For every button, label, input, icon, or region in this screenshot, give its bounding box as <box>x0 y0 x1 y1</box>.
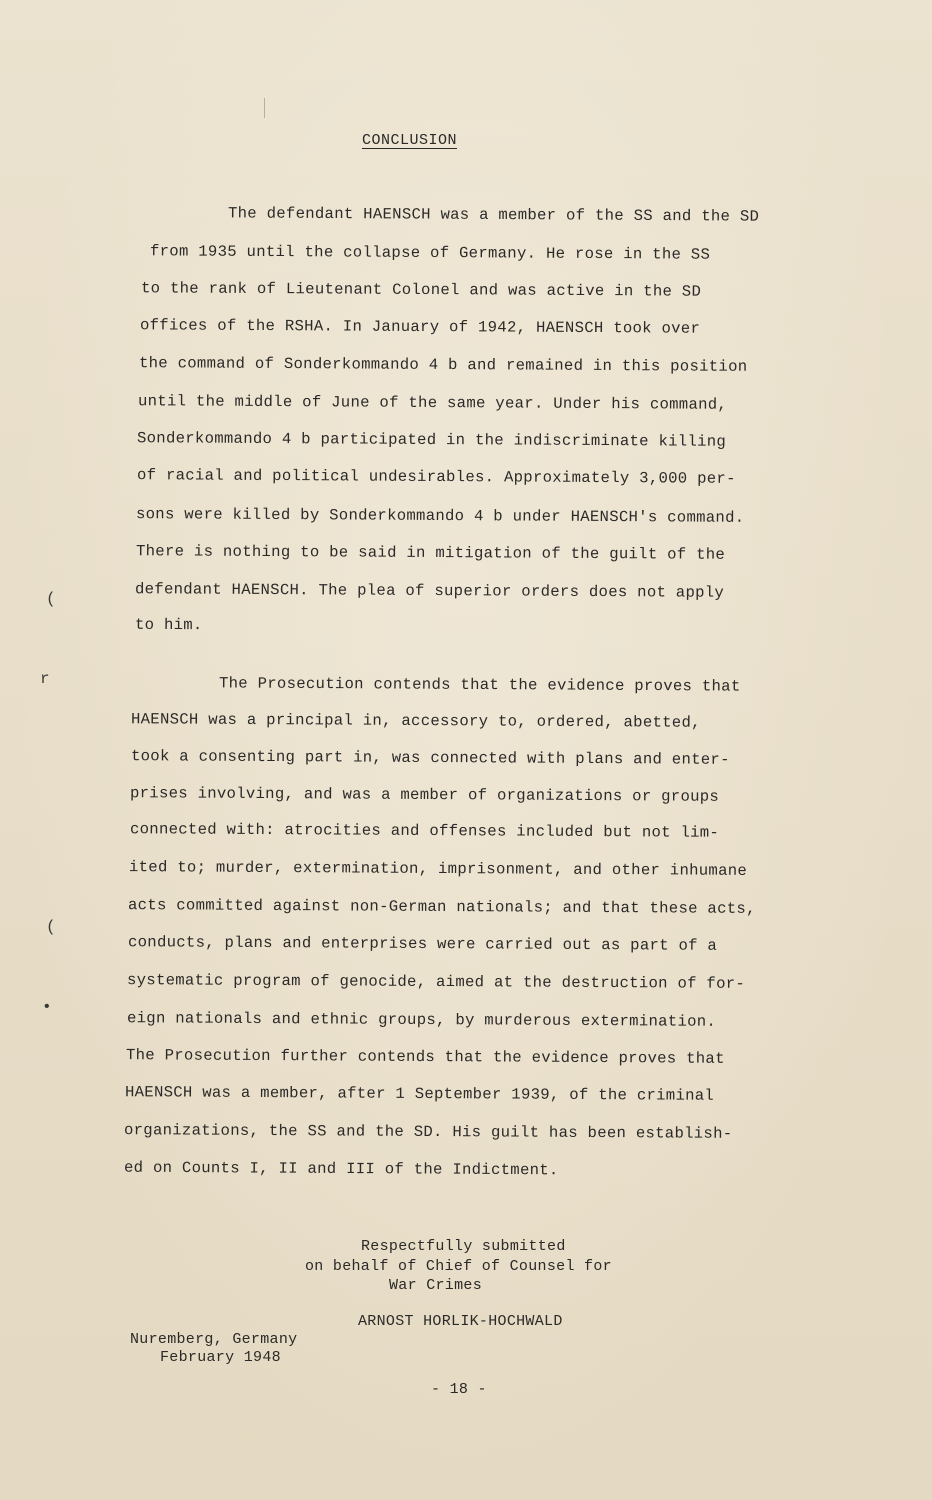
paragraph-1-line: until the middle of June of the same year. Under his command, <box>137 392 728 414</box>
paragraph-1-line: Sonderkommando 4 b participated in the indiscriminate killing <box>136 429 727 451</box>
paragraph-2-line: ited to; murder, extermination, imprisonment, and other inhumane <box>128 858 748 880</box>
paragraph-2-line: The Prosecution further contends that the evidence proves that <box>125 1046 725 1068</box>
paragraph-1-line: to him. <box>134 615 203 635</box>
margin-mark: ( <box>46 590 56 608</box>
margin-mark: • <box>42 998 52 1016</box>
submission-line: on behalf of Chief of Counsel for <box>305 1258 612 1275</box>
paragraph-2-line: HAENSCH was a member, after 1 September 1939, of the criminal <box>124 1083 715 1105</box>
ink-mark <box>264 98 265 118</box>
paragraph-1-line: of racial and political undesirables. Approximately 3,000 per- <box>136 466 736 488</box>
signatory-name: ARNOST HORLIK-HOCHWALD <box>358 1313 563 1330</box>
paragraph-2-line: organizations, the SS and the SD. His guilt has been establish- <box>123 1121 733 1143</box>
margin-mark: ( <box>46 918 56 936</box>
paragraph-1-line: offices of the RSHA. In January of 1942, HAENSCH took over <box>139 316 701 338</box>
submission-line: War Crimes <box>389 1277 483 1294</box>
date-line: February 1948 <box>160 1349 281 1366</box>
paragraph-1-line: to the rank of Lieutenant Colonel and was active in the SD <box>140 279 702 301</box>
paragraph-2-line: conducts, plans and enterprises were carried out as part of a <box>127 933 718 955</box>
paragraph-1-line: There is nothing to be said in mitigation of the guilt of the <box>135 542 726 564</box>
paragraph-1-line: from 1935 until the collapse of Germany. He rose in the SS <box>149 242 711 264</box>
paragraph-1-line: sons were killed by Sonderkommando 4 b under HAENSCH's command. <box>135 505 745 527</box>
paragraph-2-line: systematic program of genocide, aimed at the destruction of for- <box>126 971 746 993</box>
page-number: - 18 - <box>431 1381 487 1398</box>
paragraph-2-line: ed on Counts I, II and III of the Indictment. <box>123 1158 559 1180</box>
paragraph-1-line: defendant HAENSCH. The plea of superior orders does not apply <box>134 580 725 602</box>
paragraph-1-line: The defendant HAENSCH was a member of the SS and the SD <box>227 204 760 226</box>
margin-mark: r <box>40 670 50 688</box>
paragraph-2-line: eign nationals and ethnic groups, by murderous extermination. <box>126 1009 717 1031</box>
place-line: Nuremberg, Germany <box>130 1331 298 1348</box>
paragraph-2-line: The Prosecution contends that the evidence proves that <box>218 674 741 696</box>
paragraph-2-line: took a consenting part in, was connected with plans and enter- <box>130 747 730 769</box>
document-title: CONCLUSION <box>362 132 458 149</box>
paragraph-2-line: acts committed against non-German nationals; and that these acts, <box>127 896 756 918</box>
paragraph-2-line: HAENSCH was a principal in, accessory to, ordered, abetted, <box>130 710 701 732</box>
paragraph-2-line: prises involving, and was a member of organizations or groups <box>129 784 720 806</box>
paragraph-1-line: the command of Sonderkommando 4 b and remained in this position <box>138 354 748 376</box>
submission-line: Respectfully submitted <box>361 1238 566 1255</box>
paragraph-2-line: connected with: atrocities and offenses included but not lim- <box>129 820 720 842</box>
